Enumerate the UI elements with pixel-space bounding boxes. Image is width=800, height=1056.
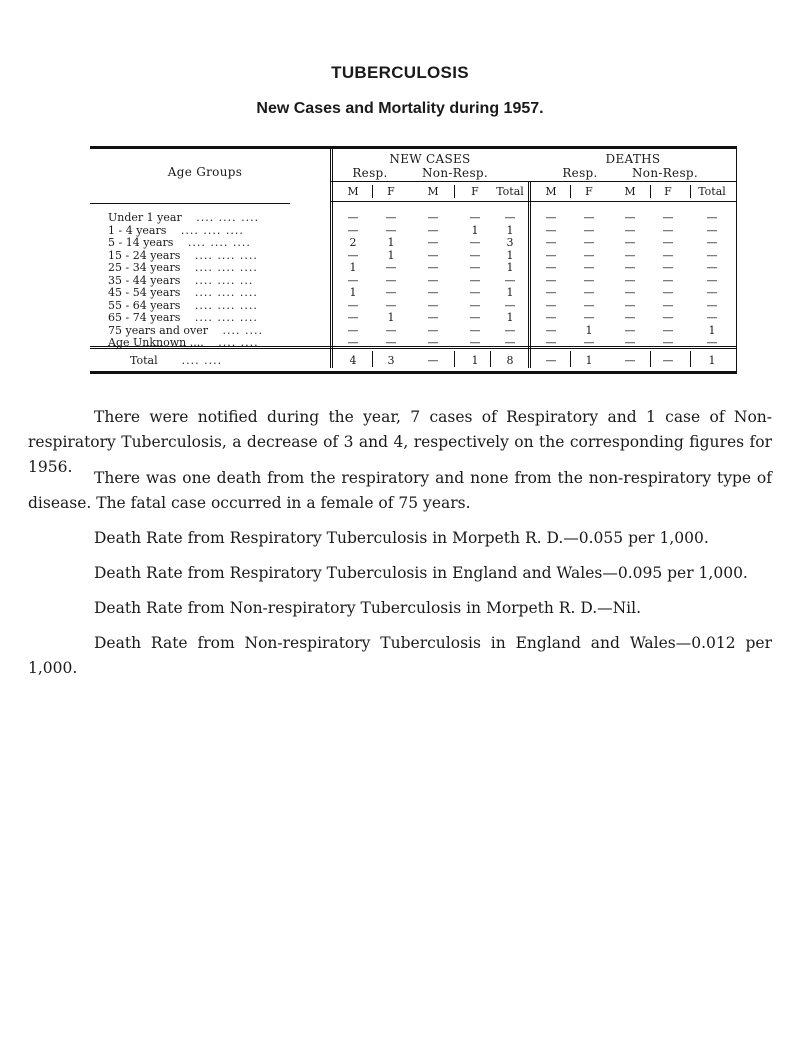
subheader-5: M: [545, 185, 557, 198]
age-group-label: Under 1 year: [108, 211, 182, 224]
table-cell: —: [583, 311, 595, 324]
table-cell: —: [624, 311, 636, 324]
table-cell: —: [662, 211, 674, 224]
table-cell: —: [469, 323, 481, 337]
leader-dots: .... .... ....: [190, 298, 258, 312]
leader-dots: .... .... ....: [190, 261, 258, 274]
table-cell: —: [427, 336, 439, 349]
table-cell: —: [427, 286, 439, 299]
table-cell: —: [427, 223, 439, 237]
table-cell: —: [583, 223, 595, 237]
subheader-9: Total: [698, 185, 726, 198]
table-cell: —: [385, 286, 397, 299]
table-cell: —: [624, 273, 636, 287]
table-cell: —: [385, 273, 397, 287]
row-label: [108, 224, 328, 237]
total-cell: —: [662, 354, 674, 367]
table-cell: —: [624, 336, 636, 349]
age-group-label: 65 - 74 years: [108, 311, 181, 324]
new-cases-resp-header: Resp.: [352, 166, 388, 180]
table-cell: —: [624, 298, 636, 312]
age-group-label: 35 - 44 years: [108, 273, 181, 287]
table-cell: 1: [708, 323, 716, 337]
row-label: [108, 236, 328, 249]
leader-dots: .... .... ....: [190, 311, 258, 324]
age-group-label: 55 - 64 years: [108, 298, 181, 312]
total-cell: —: [427, 354, 439, 367]
table-cell: —: [706, 336, 718, 349]
table-cell: —: [504, 211, 516, 224]
new-cases-header: NEW CASES: [389, 152, 471, 166]
total-tick: [372, 351, 373, 367]
table-cell: —: [347, 298, 359, 312]
table-cell: 1: [585, 323, 593, 337]
table-cell: —: [504, 273, 516, 287]
table-cell: 1: [471, 223, 479, 237]
total-cell: 1: [708, 354, 716, 367]
row-label: [108, 261, 328, 274]
table-cell: —: [347, 311, 359, 324]
table-cell: —: [583, 298, 595, 312]
table-cell: 1: [506, 311, 514, 324]
table-cell: —: [427, 311, 439, 324]
subheader-7: M: [624, 185, 636, 198]
leader-dots: .... .... ....: [191, 211, 260, 224]
table-cell: —: [662, 336, 674, 349]
table-cell: —: [706, 211, 718, 224]
total-tick: [690, 351, 691, 367]
table-cell: —: [427, 273, 439, 287]
table-cell: —: [662, 311, 674, 324]
subheader-1: F: [387, 185, 395, 198]
total-cell: —: [624, 354, 636, 367]
death-rate-resp-morpeth: Death Rate from Respiratory Tuberculosis in Morpeth R. D.—0.055 per 1,000.: [94, 529, 709, 547]
table-cell: —: [706, 261, 718, 274]
total-cell: 1: [471, 354, 479, 367]
table-cell: —: [385, 336, 397, 349]
row-label: [108, 311, 328, 324]
tuberculosis-table: [90, 146, 737, 374]
deaths-resp-header: Resp.: [562, 166, 598, 180]
table-cell: —: [583, 286, 595, 299]
table-cell: —: [662, 248, 674, 262]
leader-dots: .... .... ....: [190, 248, 258, 262]
header-tick: [372, 185, 373, 198]
header-tick: [650, 185, 651, 198]
deaths-header: DEATHS: [605, 152, 661, 166]
age-group-label: 15 - 24 years: [108, 248, 181, 262]
subheader-8: F: [664, 185, 672, 198]
table-cell: —: [385, 223, 397, 237]
cases-deaths-divider: [528, 181, 529, 368]
table-cell: —: [469, 261, 481, 274]
row-label: [108, 324, 328, 337]
row-label: [108, 299, 328, 312]
table-cell: —: [385, 298, 397, 312]
table-cell: —: [624, 211, 636, 224]
table-cell: —: [347, 273, 359, 287]
table-cell: —: [469, 311, 481, 324]
new-cases-non-resp-header: Non-Resp.: [422, 166, 488, 180]
table-cell: 1: [506, 261, 514, 274]
header-tick: [454, 185, 455, 198]
leader-dots: .... ....: [181, 354, 223, 367]
age-group-label: 5 - 14 years: [108, 236, 174, 249]
cases-deaths-divider-double: [530, 181, 531, 368]
subheader-6: F: [585, 185, 593, 198]
table-cell: —: [662, 273, 674, 287]
table-cell: —: [583, 261, 595, 274]
header-tick: [570, 185, 571, 198]
total-tick: [650, 351, 651, 367]
table-cell: —: [347, 211, 359, 224]
row-label: [108, 249, 328, 262]
table-cell: —: [662, 286, 674, 299]
subheader-bottom-rule: [331, 201, 736, 202]
table-cell: —: [504, 336, 516, 349]
total-cell: 1: [585, 354, 593, 367]
row-label: [108, 211, 328, 224]
leader-dots: .... .... ....: [176, 223, 244, 237]
table-cell: —: [469, 336, 481, 349]
table-cell: —: [385, 323, 397, 337]
total-tick: [490, 351, 491, 367]
total-label: [130, 354, 350, 367]
age-header-rule: [90, 203, 290, 204]
table-cell: —: [583, 336, 595, 349]
table-cell: —: [706, 223, 718, 237]
table-cell: —: [504, 298, 516, 312]
table-cell: —: [347, 223, 359, 237]
table-cell: —: [662, 323, 674, 337]
table-cell: —: [624, 248, 636, 262]
table-cell: —: [624, 286, 636, 299]
total-tick: [454, 351, 455, 367]
subheader-0: M: [347, 185, 359, 198]
age-group-label: Age Unknown ....: [108, 336, 204, 349]
table-cell: 1: [387, 248, 395, 262]
table-cell: —: [347, 323, 359, 337]
deaths-non-resp-header: Non-Resp.: [632, 166, 698, 180]
table-cell: —: [624, 261, 636, 274]
table-cell: —: [469, 248, 481, 262]
table-cell: —: [347, 248, 359, 262]
table-cell: —: [545, 311, 557, 324]
header-tick: [690, 185, 691, 198]
row-label: [108, 336, 328, 349]
age-group-label: 1 - 4 years: [108, 223, 167, 237]
table-cell: —: [545, 261, 557, 274]
death-rate-nonresp-morpeth: Death Rate from Non-respiratory Tuberculosis in Morpeth R. D.—Nil.: [94, 599, 642, 617]
death-rate-resp-england: Death Rate from Respiratory Tuberculosis in England and Wales—0.095 per 1,000.: [94, 564, 748, 582]
total-cell: —: [545, 354, 557, 367]
table-cell: —: [469, 298, 481, 312]
total-tick: [570, 351, 571, 367]
age-group-label: 25 - 34 years: [108, 261, 181, 274]
table-cell: 1: [349, 286, 357, 299]
table-cell: 1: [349, 261, 357, 274]
table-cell: —: [545, 298, 557, 312]
table-cell: —: [545, 248, 557, 262]
subheader-4: Total: [496, 185, 524, 198]
subheader-top-rule: [331, 181, 736, 182]
leader-dots: .... .... ....: [183, 236, 251, 249]
table-cell: —: [706, 248, 718, 262]
table-cell: —: [385, 211, 397, 224]
table-cell: —: [583, 211, 595, 224]
table-cell: —: [662, 261, 674, 274]
row-label: [108, 274, 328, 287]
total-text: Total: [130, 354, 158, 367]
table-cell: —: [706, 286, 718, 299]
death-rate-nonresp-england: Death Rate from Non-respiratory Tuberculosis in England and Wales—0.012 per 1,000.: [28, 634, 772, 677]
subheader-2: M: [427, 185, 439, 198]
total-cell: 3: [387, 354, 395, 367]
table-cell: 1: [506, 286, 514, 299]
table-cell: —: [427, 261, 439, 274]
age-groups-header: Age Groups: [167, 165, 243, 179]
table-cell: —: [624, 236, 636, 249]
age-group-label: 75 years and over: [108, 323, 208, 337]
leader-dots: .... ....: [217, 323, 263, 337]
table-cell: —: [469, 211, 481, 224]
table-cell: —: [427, 323, 439, 337]
left-divider-double: [332, 149, 333, 368]
paragraph-notified: There were notified during the year, 7 cases of Respiratory and 1 case of Non-respiratory Tuberculosis, a decrease of 3 and 4, respectively on the corresponding figures for 1956.: [28, 408, 772, 476]
leader-dots: .... ....: [213, 336, 259, 349]
table-cell: —: [545, 336, 557, 349]
table-cell: —: [624, 223, 636, 237]
age-group-label: 45 - 54 years: [108, 286, 181, 299]
table-cell: 3: [506, 236, 514, 249]
table-cell: —: [427, 236, 439, 249]
table-cell: —: [706, 236, 718, 249]
table-cell: —: [545, 211, 557, 224]
table-cell: —: [504, 323, 516, 337]
leader-dots: .... .... ...: [190, 273, 254, 287]
table-cell: —: [385, 261, 397, 274]
table-cell: —: [545, 223, 557, 237]
table-cell: —: [545, 273, 557, 287]
table-cell: —: [347, 336, 359, 349]
table-cell: —: [469, 236, 481, 249]
total-cell: 8: [506, 354, 514, 367]
leader-dots: .... .... ....: [190, 286, 258, 299]
subheader-3: F: [471, 185, 479, 198]
table-cell: —: [427, 298, 439, 312]
table-cell: 1: [506, 223, 514, 237]
table-cell: —: [706, 273, 718, 287]
table-cell: 1: [506, 248, 514, 262]
row-label: [108, 286, 328, 299]
table-cell: —: [545, 323, 557, 337]
page-title: TUBERCULOSIS: [331, 63, 469, 82]
table-cell: —: [706, 298, 718, 312]
table-cell: —: [706, 311, 718, 324]
table-cell: —: [427, 248, 439, 262]
table-cell: —: [624, 323, 636, 337]
total-cell: 4: [349, 354, 357, 367]
table-cell: —: [662, 236, 674, 249]
table-cell: —: [583, 273, 595, 287]
paragraph-deaths: There was one death from the respiratory and none from the non-respiratory type of disease. The fatal case occurred in a female of 75 years.: [28, 469, 772, 512]
table-cell: —: [662, 223, 674, 237]
page-subtitle: New Cases and Mortality during 1957.: [256, 100, 544, 117]
table-cell: —: [469, 273, 481, 287]
table-cell: 2: [349, 236, 357, 249]
table-cell: —: [662, 298, 674, 312]
table-cell: —: [583, 248, 595, 262]
table-cell: —: [427, 211, 439, 224]
table-cell: —: [469, 286, 481, 299]
table-cell: 1: [387, 311, 395, 324]
table-cell: —: [545, 286, 557, 299]
left-divider: [330, 149, 331, 368]
table-cell: 1: [387, 236, 395, 249]
table-cell: —: [583, 236, 595, 249]
table-cell: —: [545, 236, 557, 249]
